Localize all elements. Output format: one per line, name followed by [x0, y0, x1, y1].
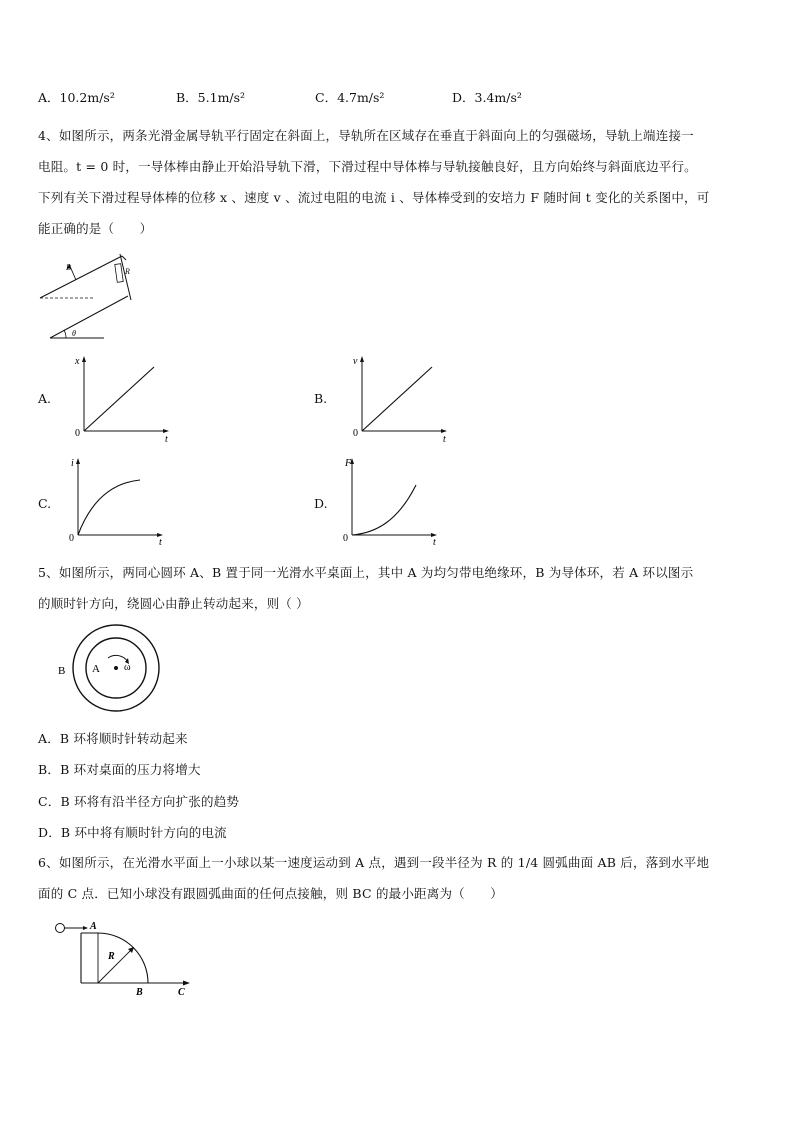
q6-line-1: 6、如图所示，在光滑水平面上一小球以某一速度运动到 A 点，遇到一段半径为 R 的 1/4 圆弧曲面 AB 后，落到水平地 [38, 855, 710, 870]
q3-option-b: B．5.1m/s² [176, 90, 246, 105]
q4-line-2: 电阻。t = 0 时，一导体棒由静止开始沿导轨下滑，下滑过程中导体棒与导轨接触良好，且方向始终与斜面底边平行。 [38, 159, 697, 174]
q4-line-3: 下列有关下滑过程导体棒的位移 x 、速度 v 、流过电阻的电流 i 、导体棒受到的安培力 F 随时间 t 变化的关系图中，可 [38, 190, 710, 205]
q5-line-2: 的顺时针方向，绕圆心由静止转动起来，则（ ） [38, 596, 309, 611]
graph-d-xlabel: t [433, 537, 436, 545]
q5-option-c: C．B 环将有沿半径方向扩张的趋势 [38, 794, 240, 809]
graph-d-ylabel: F [345, 458, 352, 469]
graph-f-vs-t [336, 455, 446, 545]
omega-label: ω [124, 662, 131, 673]
q4-option-c-letter: C. [38, 496, 52, 511]
graph-x-vs-t [68, 353, 178, 443]
angle-theta-label: θ [72, 329, 76, 338]
resistor-r-label: R [125, 267, 130, 276]
q4-line-4: 能正确的是（ ） [38, 221, 153, 236]
quarter-arc-diagram [50, 917, 200, 1001]
graph-d-origin: 0 [343, 533, 348, 544]
graph-a-origin: 0 [75, 428, 80, 439]
concentric-rings-diagram [52, 622, 164, 714]
q4-line-1: 4、如图所示，两条光滑金属导轨平行固定在斜面上，导轨所在区域存在垂直于斜面向上的匀强磁场，导轨上端连接一 [38, 128, 694, 143]
graph-i-vs-t [62, 455, 172, 545]
ring-a-label: A [92, 663, 100, 675]
radius-r-label: R [108, 951, 115, 962]
point-a-label: A [90, 921, 97, 932]
graph-c-ylabel: i [71, 458, 74, 469]
graph-b-xlabel: t [443, 434, 446, 443]
q6-line-2: 面的 C 点．已知小球没有跟圆弧曲面的任何点接触，则 BC 的最小距离为（ ） [38, 886, 503, 901]
q5-option-b: B．B 环对桌面的压力将增大 [38, 762, 201, 777]
graph-c-origin: 0 [69, 533, 74, 544]
ring-b-label: B [58, 665, 66, 677]
incline-rails-diagram [36, 250, 136, 342]
graph-a-ylabel: x [75, 356, 80, 367]
graph-b-ylabel: v [353, 356, 358, 367]
q3-option-c: C．4.7m/s² [315, 90, 385, 105]
q5-line-1: 5、如图所示，两同心圆环 A、B 置于同一光滑水平桌面上，其中 A 为均匀带电绝缘环，B 为导体环，若 A 环以图示 [38, 565, 694, 580]
q4-option-a-letter: A. [38, 391, 52, 406]
field-b-label: B [66, 263, 71, 272]
q5-option-d: D．B 环中将有顺时针方向的电流 [38, 825, 227, 840]
point-b-label: B [136, 987, 143, 998]
q4-option-d-letter: D. [314, 496, 328, 511]
q3-option-d: D．3.4m/s² [452, 90, 522, 105]
graph-a-xlabel: t [165, 434, 168, 443]
q3-option-a: A．10.2m/s² [38, 90, 115, 105]
point-c-label: C [178, 987, 185, 998]
graph-v-vs-t [346, 353, 456, 443]
graph-c-xlabel: t [159, 537, 162, 545]
q5-option-a: A．B 环将顺时针转动起来 [38, 731, 188, 746]
q4-option-b-letter: B. [314, 391, 328, 406]
graph-b-origin: 0 [353, 428, 358, 439]
